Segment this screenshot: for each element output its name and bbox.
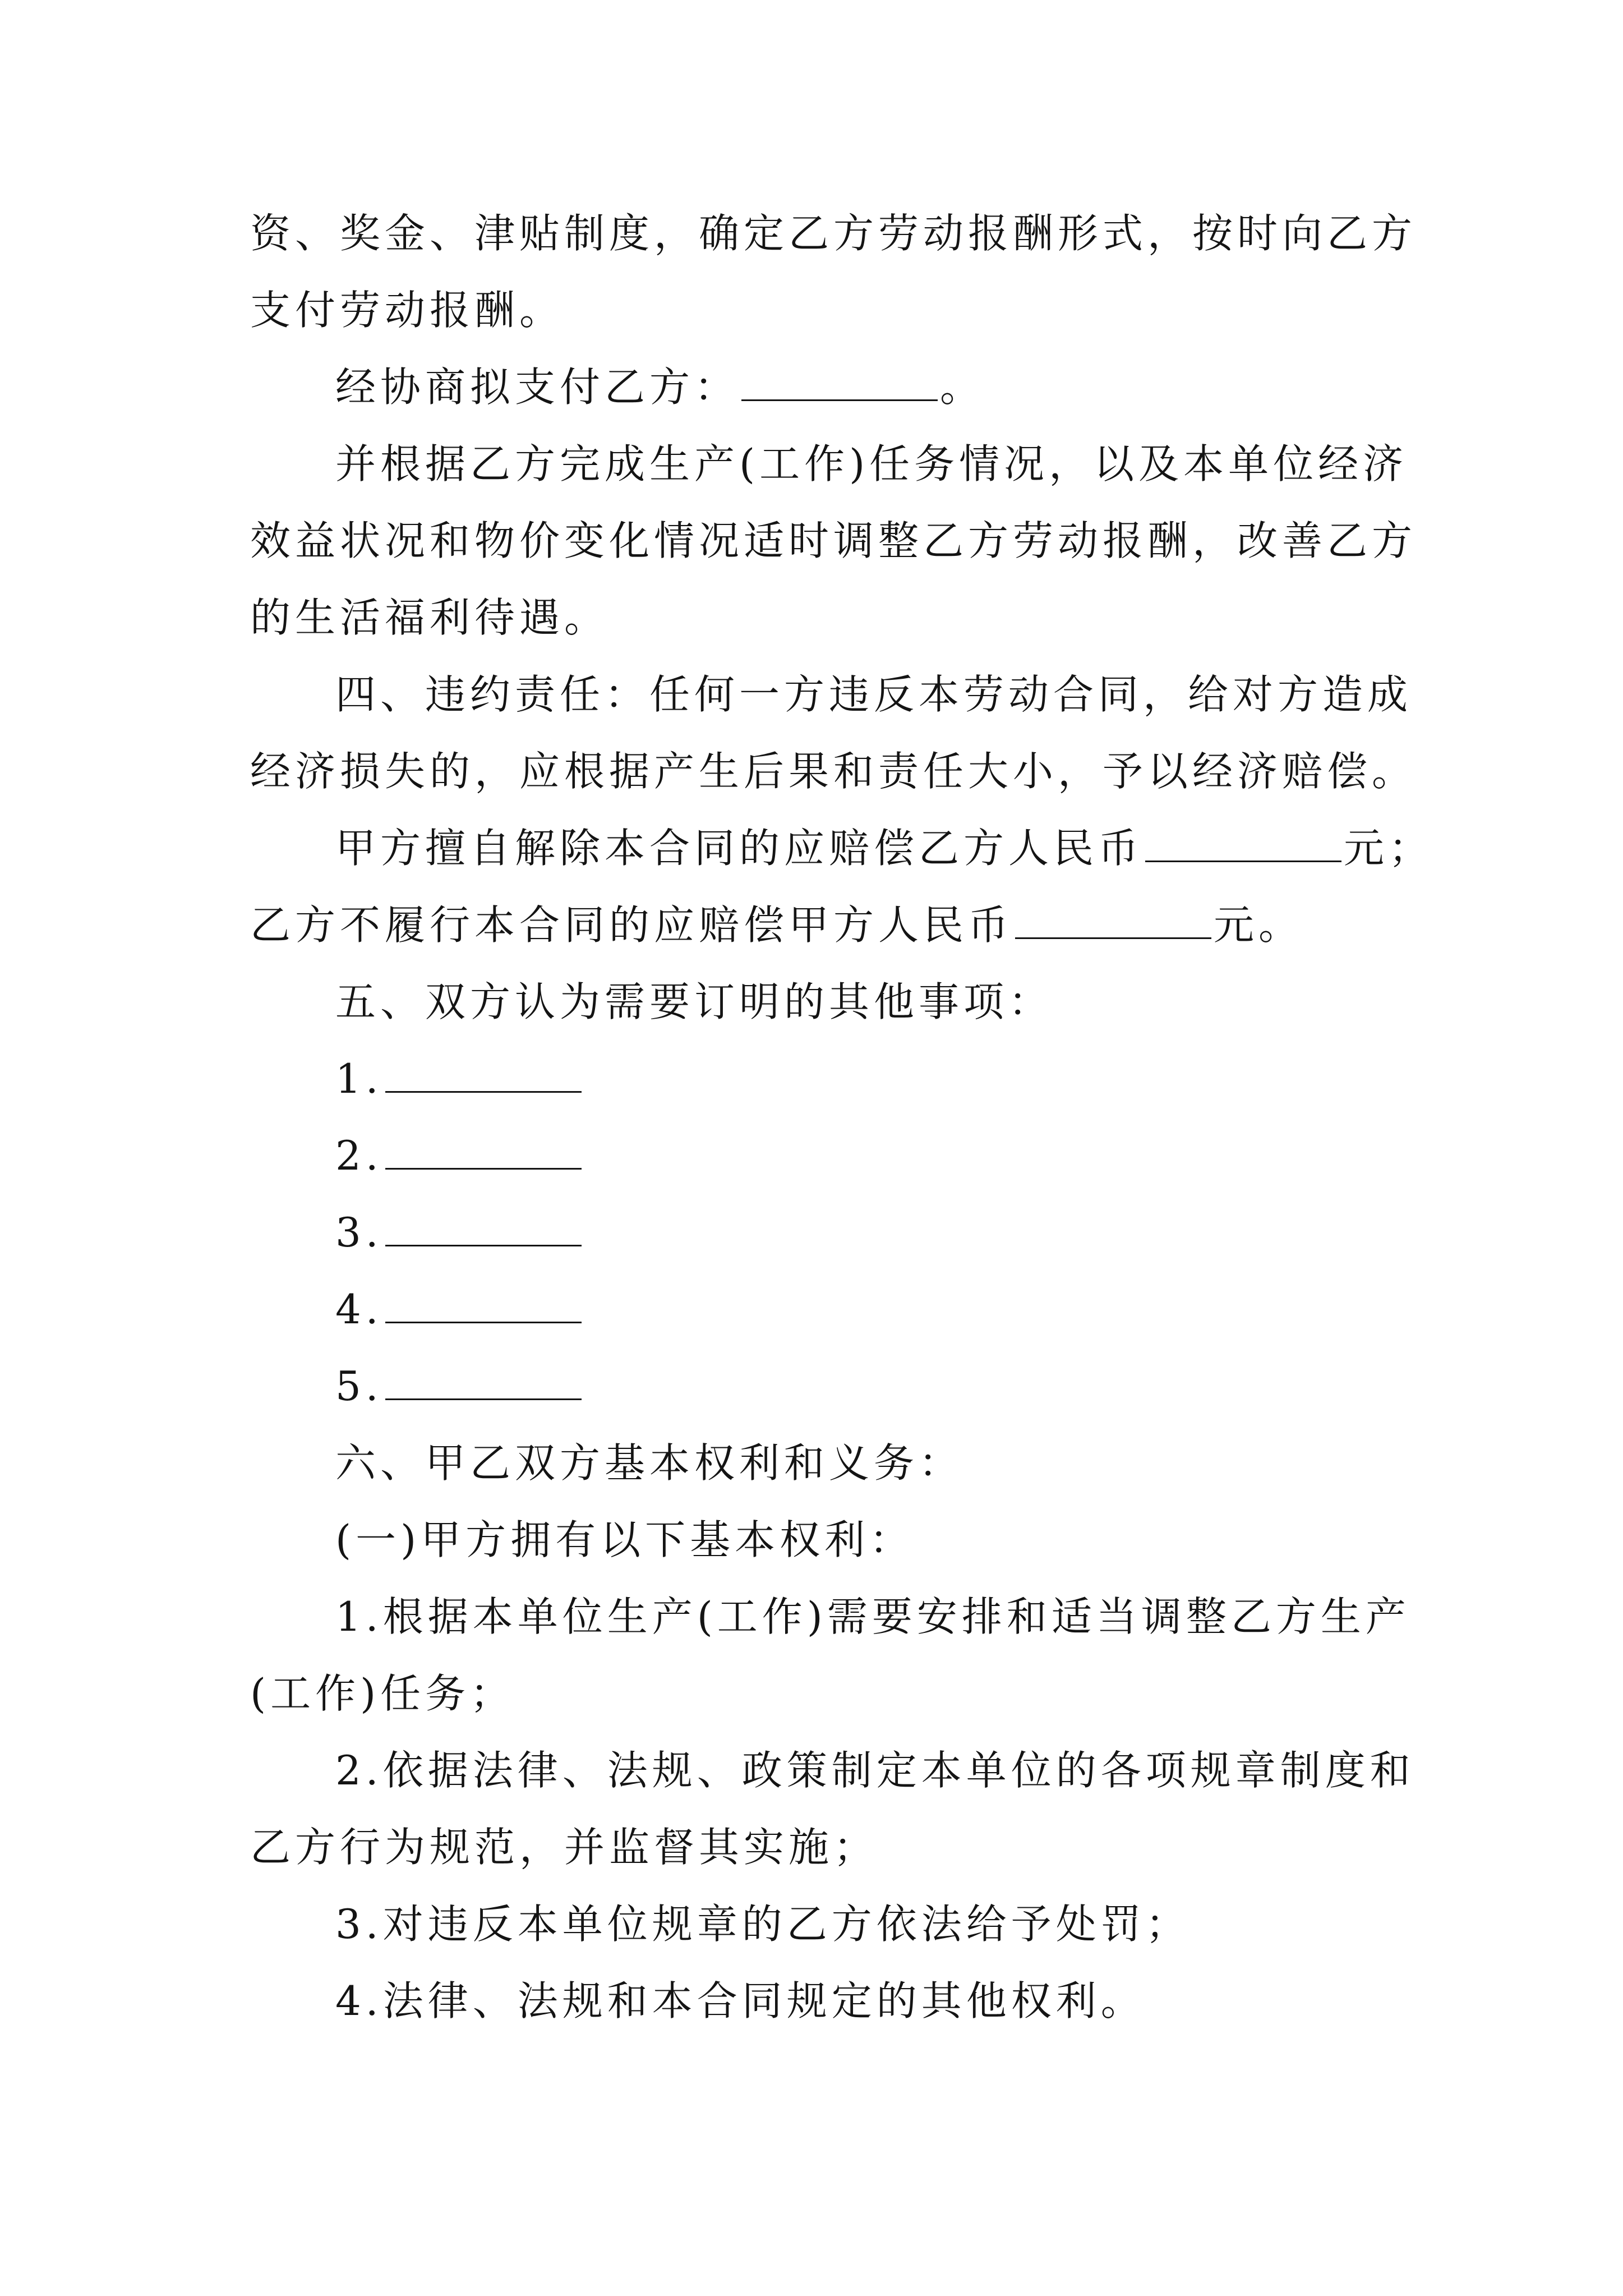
- paragraph-line: [335, 820, 1433, 876]
- text-span: 3.: [335, 1209, 383, 1256]
- text-span: 效益状况和物价变化情况适时调整乙方劳动报酬，改善乙方: [250, 517, 1417, 564]
- paragraph-line: [250, 282, 564, 338]
- fill-in-blank: [1015, 904, 1211, 939]
- paragraph-line: [335, 1742, 1415, 1798]
- paragraph-line: [335, 1896, 1191, 1952]
- paragraph-line: [335, 1589, 1410, 1645]
- text-span: 1.: [335, 1055, 383, 1102]
- text-span: 。: [940, 364, 985, 411]
- fill-in-blank: [385, 1134, 582, 1170]
- list-item: [335, 1358, 584, 1414]
- text-span: 元。: [1214, 901, 1304, 949]
- paragraph-line: [250, 590, 609, 646]
- text-span: 1.根据本单位生产(工作)需要安排和适当调整乙方生产: [335, 1593, 1410, 1640]
- text-span: 六、甲乙双方基本权利和义务：: [335, 1439, 964, 1487]
- section-heading: [335, 974, 1053, 1030]
- list-item: [335, 1128, 584, 1184]
- fill-in-blank: [741, 366, 938, 401]
- text-span: 的生活福利待遇。: [250, 594, 610, 641]
- text-span: 4.: [335, 1286, 383, 1333]
- fill-in-blank: [385, 1057, 582, 1093]
- text-span: 乙方不履行本合同的应赔偿甲方人民币: [250, 901, 1013, 949]
- text-span: 3.对违反本单位规章的乙方依法给予处罚；: [335, 1901, 1191, 1948]
- paragraph-line: [335, 359, 985, 415]
- text-span: 乙方行为规范，并监督其实施；: [250, 1824, 879, 1871]
- paragraph-line: [335, 436, 1408, 492]
- paragraph-line: [250, 1665, 515, 1722]
- list-item: [335, 1051, 584, 1107]
- paragraph-line: [250, 743, 1417, 799]
- text-span: 支付劳动报酬。: [250, 287, 565, 334]
- text-span: 2.依据法律、法规、政策制定本单位的各项规章制度和: [335, 1747, 1415, 1794]
- text-span: 经济损失的，应根据产生后果和责任大小，予以经济赔偿。: [250, 748, 1417, 795]
- section-heading: [335, 1435, 963, 1491]
- text-span: 五、双方认为需要订明的其他事项：: [335, 978, 1054, 1025]
- text-span: 经协商拟支付乙方：: [335, 364, 740, 411]
- text-span: 4.法律、法规和本合同规定的其他权利。: [335, 1977, 1146, 2024]
- text-span: 甲方擅自解除本合同的应赔偿乙方人民币: [335, 825, 1144, 872]
- list-item: [335, 1204, 584, 1260]
- list-item: [335, 1281, 584, 1337]
- paragraph-line: [250, 513, 1417, 569]
- text-span: (一)甲方拥有以下基本权利：: [335, 1516, 915, 1563]
- text-span: 并根据乙方完成生产(工作)任务情况，以及本单位经济: [335, 440, 1408, 487]
- text-span: 四、违约责任：任何一方违反本劳动合同，给对方造成: [335, 671, 1413, 718]
- text-span: 元；: [1344, 825, 1434, 872]
- text-span: 5.: [335, 1363, 383, 1410]
- paragraph-line: [335, 1973, 1146, 2029]
- paragraph-line: [250, 1819, 878, 1875]
- paragraph-line: [335, 666, 1413, 723]
- subsection-heading: [335, 1512, 914, 1568]
- paragraph-line: [250, 897, 1303, 953]
- text-span: 2.: [335, 1132, 383, 1179]
- text-span: (工作)任务；: [250, 1670, 515, 1717]
- paragraph-line: [250, 205, 1417, 261]
- fill-in-blank: [385, 1365, 582, 1400]
- fill-in-blank: [385, 1211, 582, 1246]
- text-span: 资、奖金、津贴制度，确定乙方劳动报酬形式，按时向乙方: [250, 210, 1417, 257]
- fill-in-blank: [385, 1288, 582, 1323]
- fill-in-blank: [1145, 827, 1341, 862]
